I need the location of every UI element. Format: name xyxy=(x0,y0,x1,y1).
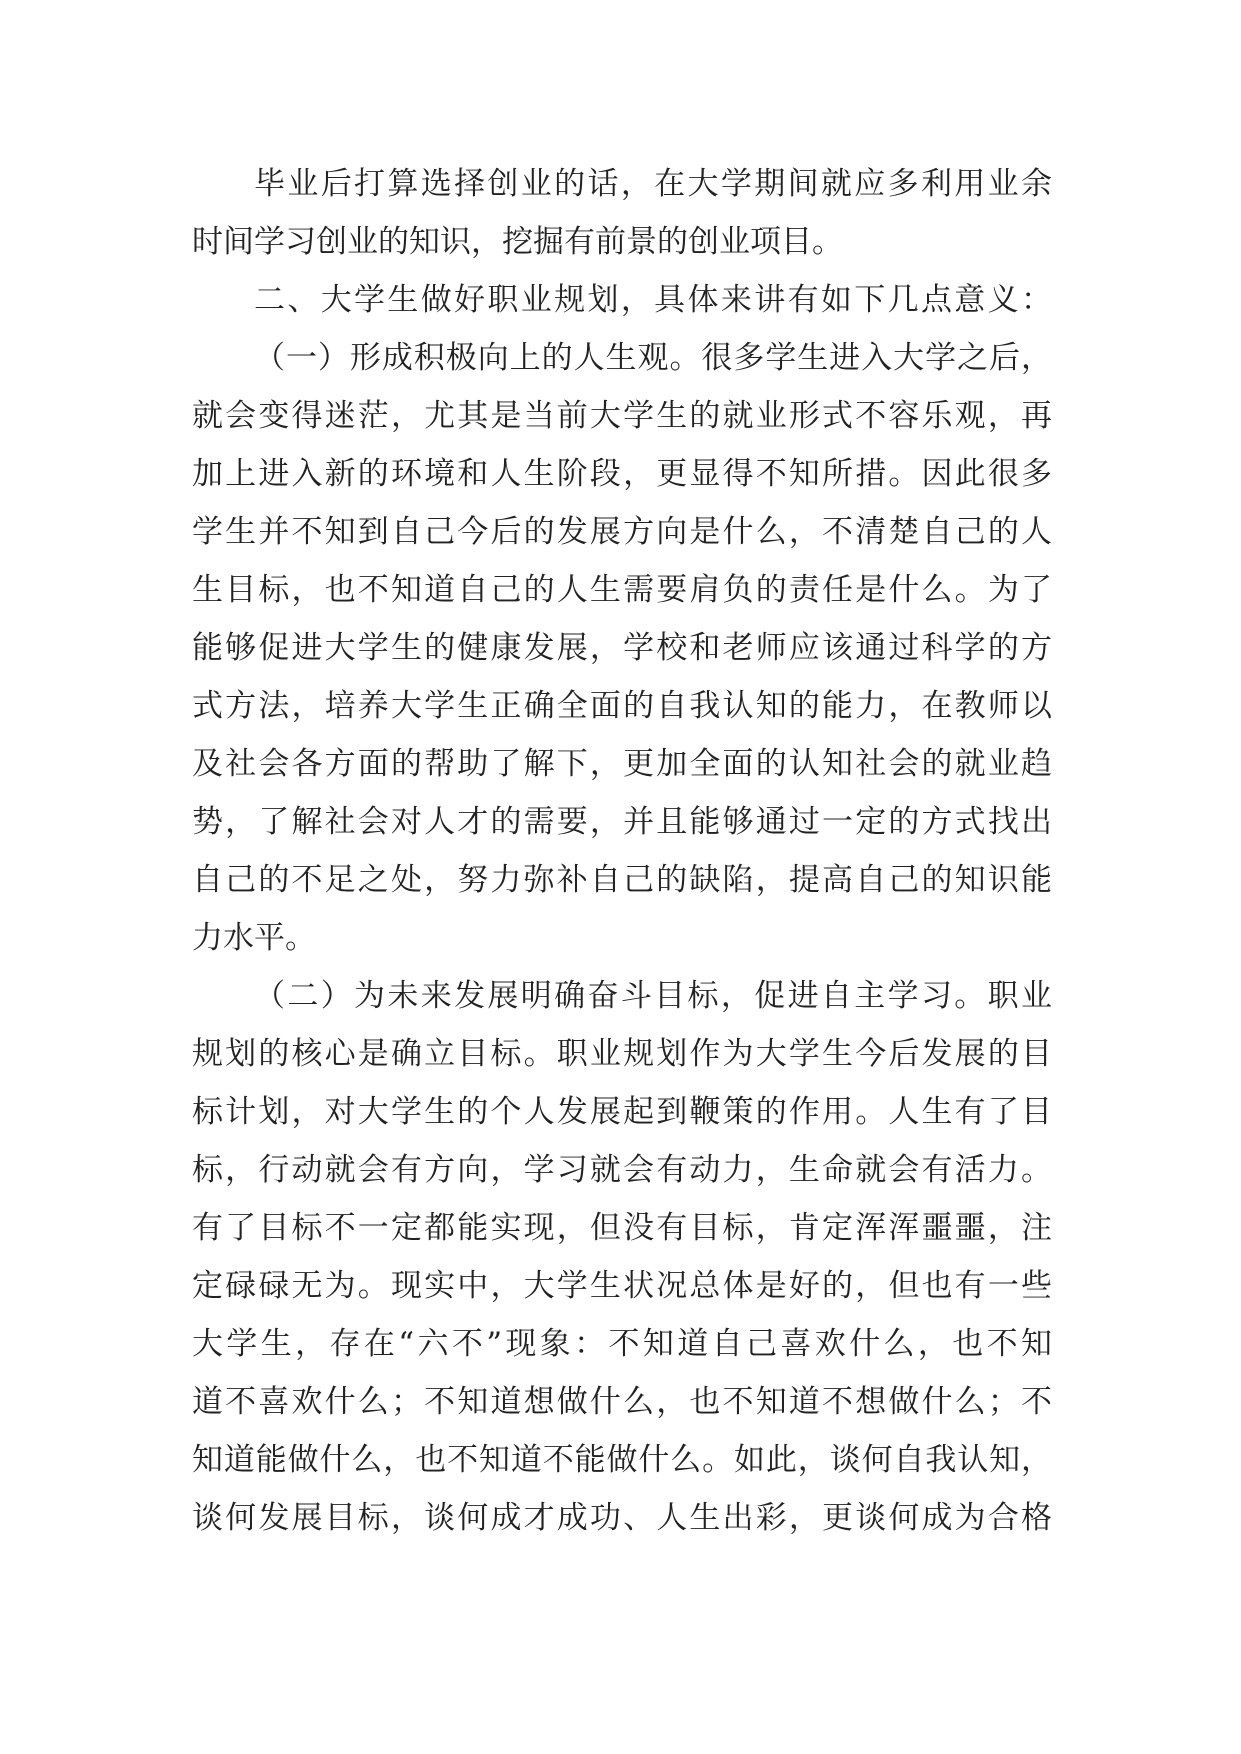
text-line: 力水平。 xyxy=(192,920,316,956)
text-line: 规划的核心是确立目标。职业规划作为大学生今后发展的目 xyxy=(192,1036,1052,1072)
text-line: 学生并不知到自己今后的发展方向是什么，不清楚自己的人 xyxy=(192,514,1052,550)
text-line: 标，行动就会有方向，学习就会有动力，生命就会有活力。 xyxy=(192,1152,1052,1188)
text-line: 时间学习创业的知识，挖掘有前景的创业项目。 xyxy=(192,224,843,260)
text-line: 二、大学生做好职业规划，具体来讲有如下几点意义： xyxy=(254,282,1052,318)
text-line: 加上进入新的环境和人生阶段，更显得不知所措。因此很多 xyxy=(192,456,1052,492)
text-line: （一）形成积极向上的人生观。很多学生进入大学之后， xyxy=(254,340,1052,376)
text-line: 大学生，存在“六不”现象：不知道自己喜欢什么，也不知 xyxy=(192,1326,1052,1362)
text-line: 生目标，也不知道自己的人生需要肩负的责任是什么。为了 xyxy=(192,572,1052,608)
text-line: 势，了解社会对人才的需要，并且能够通过一定的方式找出 xyxy=(192,804,1052,840)
text-line: 就会变得迷茫，尤其是当前大学生的就业形式不容乐观，再 xyxy=(192,398,1052,434)
text-line: 定碌碌无为。现实中，大学生状况总体是好的，但也有一些 xyxy=(192,1268,1052,1304)
text-line: （二）为未来发展明确奋斗目标，促进自主学习。职业 xyxy=(254,978,1052,1014)
text-line: 及社会各方面的帮助了解下，更加全面的认知社会的就业趋 xyxy=(192,746,1052,782)
text-line: 知道能做什么，也不知道不能做什么。如此，谈何自我认知， xyxy=(192,1442,1052,1478)
text-line: 道不喜欢什么；不知道想做什么，也不知道不想做什么；不 xyxy=(192,1384,1052,1420)
text-line: 式方法，培养大学生正确全面的自我认知的能力，在教师以 xyxy=(192,688,1052,724)
text-line: 毕业后打算选择创业的话，在大学期间就应多利用业余 xyxy=(254,166,1052,202)
text-line: 标计划，对大学生的个人发展起到鞭策的作用。人生有了目 xyxy=(192,1094,1052,1130)
text-line: 谈何发展目标，谈何成才成功、人生出彩，更谈何成为合格 xyxy=(192,1500,1052,1536)
text-line: 能够促进大学生的健康发展，学校和老师应该通过科学的方 xyxy=(192,630,1052,666)
text-line: 自己的不足之处，努力弥补自己的缺陷，提高自己的知识能 xyxy=(192,862,1052,898)
body-text xyxy=(192,155,1052,1547)
text-line: 有了目标不一定都能实现，但没有目标，肯定浑浑噩噩，注 xyxy=(192,1210,1052,1246)
